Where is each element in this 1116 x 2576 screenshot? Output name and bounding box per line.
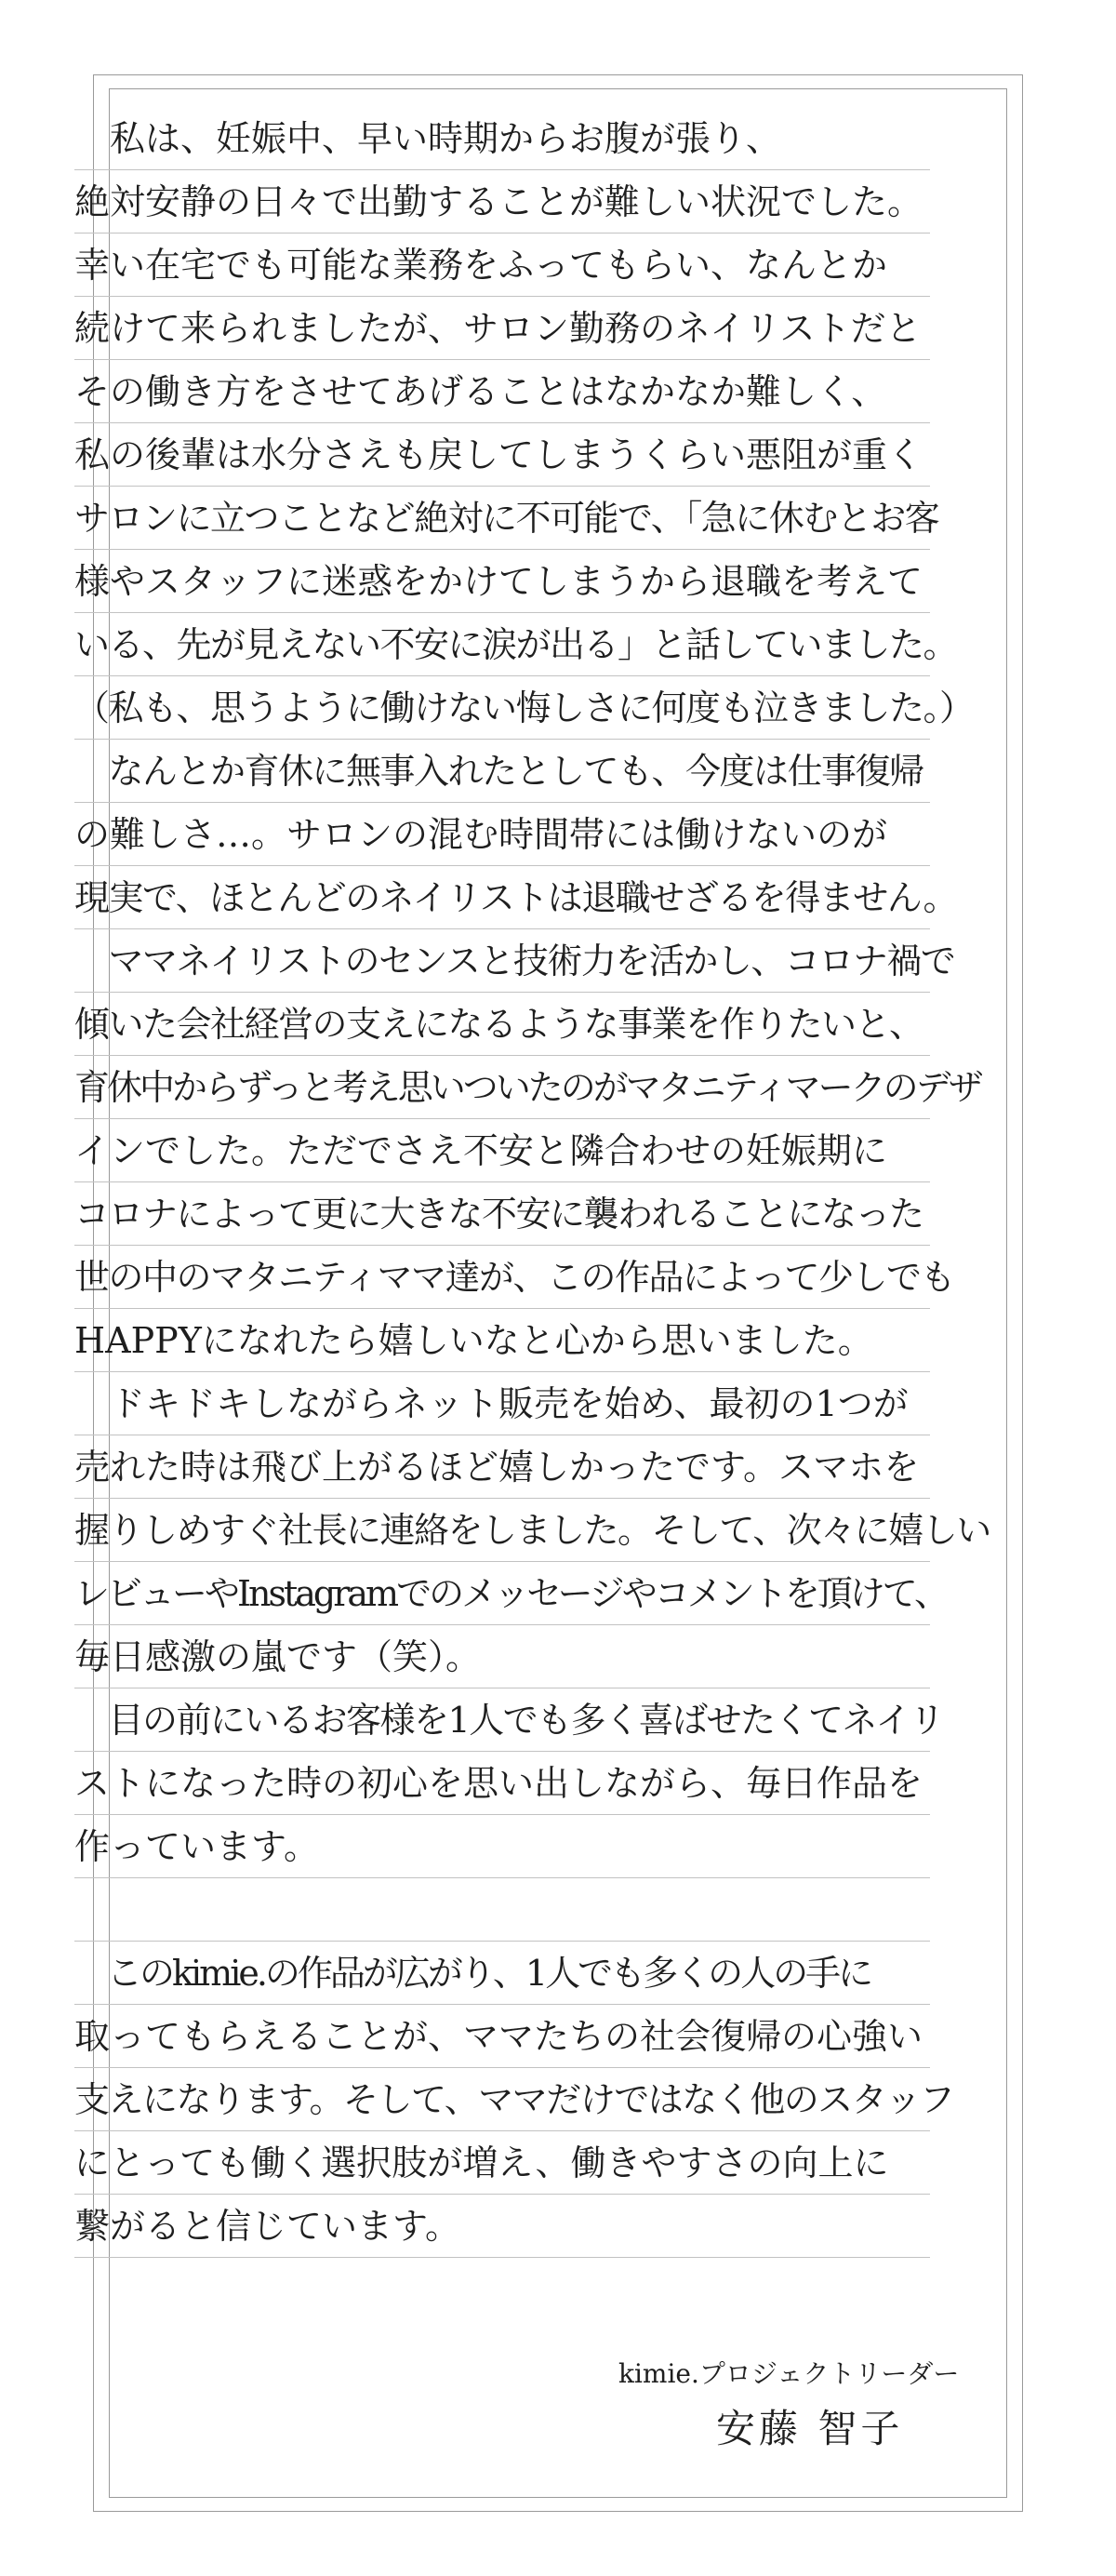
letter-line: 毎日感激の嵐です（笑）。 bbox=[74, 1618, 930, 1688]
letter-line: HAPPYになれたら嬉しいなと心から思いました。 bbox=[74, 1301, 930, 1372]
letter-line: 傾いた会社経営の支えになるような事業を作りたいと、 bbox=[74, 985, 930, 1056]
letter-line: 現実で、ほとんどのネイリストは退職せざるを得ません。 bbox=[74, 859, 930, 929]
letter-line: ストになった時の初心を思い出しながら、毎日作品を bbox=[74, 1744, 930, 1815]
letter-line: 支えになります。そして、ママだけではなく他のスタッフ bbox=[74, 2061, 930, 2131]
letter-line: 売れた時は飛び上がるほど嬉しかったです。スマホを bbox=[74, 1428, 930, 1499]
letter-line: このkimie.の作品が広がり、1人でも多くの人の手に bbox=[74, 1934, 930, 2005]
signature-title: kimie.プロジェクトリーダー bbox=[618, 2358, 960, 2389]
signature-name: 安藤 智子 bbox=[716, 2406, 904, 2451]
letter-line: 繋がると信じています。 bbox=[74, 2187, 930, 2258]
letter-line: 幸い在宅でも可能な業務をふってもらい、なんとか bbox=[74, 226, 930, 297]
letter-line bbox=[74, 1871, 930, 1942]
letter-line: ドキドキしながらネット販売を始め、最初の1つが bbox=[74, 1365, 930, 1435]
letter-line: の難しさ…。サロンの混む時間帯には働けないのが bbox=[74, 795, 930, 866]
letter-line: いる、先が見えない不安に涙が出る」と話していました。 bbox=[74, 606, 930, 676]
letter-line: インでした。ただでさえ不安と隣合わせの妊娠期に bbox=[74, 1112, 930, 1182]
letter-line: 様やスタッフに迷惑をかけてしまうから退職を考えて bbox=[74, 542, 930, 613]
letter-line: 握りしめすぐ社長に連絡をしました。そして、次々に嬉しい bbox=[74, 1491, 930, 1562]
letter-line: サロンに立つことなど絶対に不可能で、「急に休むとお客 bbox=[74, 479, 930, 550]
letter-line: にとっても働く選択肢が増え、働きやすさの向上に bbox=[74, 2124, 930, 2195]
letter-line: なんとか育休に無事入れたとしても、今度は仕事復帰 bbox=[74, 732, 930, 803]
letter-line: 続けて来られましたが、サロン勤務のネイリストだと bbox=[74, 289, 930, 360]
letter-line: 世の中のマタニティママ達が、この作品によって少しでも bbox=[74, 1238, 930, 1309]
letter-line: 絶対安静の日々で出勤することが難しい状況でした。 bbox=[74, 163, 930, 234]
letter-line: ママネイリストのセンスと技術力を活かし、コロナ禍で bbox=[74, 922, 930, 993]
letter-line: （私も、思うように働けない悔しさに何度も泣きました。） bbox=[74, 669, 930, 740]
letter-line: 取ってもらえることが、ママたちの社会復帰の心強い bbox=[74, 1997, 930, 2068]
letter-line: 作っています。 bbox=[74, 1808, 930, 1878]
letter-line: その働き方をさせてあげることはなかなか難しく、 bbox=[74, 353, 930, 423]
letter-line: 目の前にいるお客様を1人でも多く喜ばせたくてネイリ bbox=[74, 1681, 930, 1752]
letter-line: コロナによって更に大きな不安に襲われることになった bbox=[74, 1175, 930, 1246]
letter-line: レビューやInstagramでのメッセージやコメントを頂けて、 bbox=[74, 1555, 930, 1625]
letter-line: 育休中からずっと考え思いついたのがマタニティマークのデザ bbox=[74, 1048, 930, 1119]
letter-line: 私の後輩は水分さえも戻してしまうくらい悪阻が重く bbox=[74, 416, 930, 487]
letter-line: 私は、妊娠中、早い時期からお腹が張り、 bbox=[74, 100, 930, 170]
